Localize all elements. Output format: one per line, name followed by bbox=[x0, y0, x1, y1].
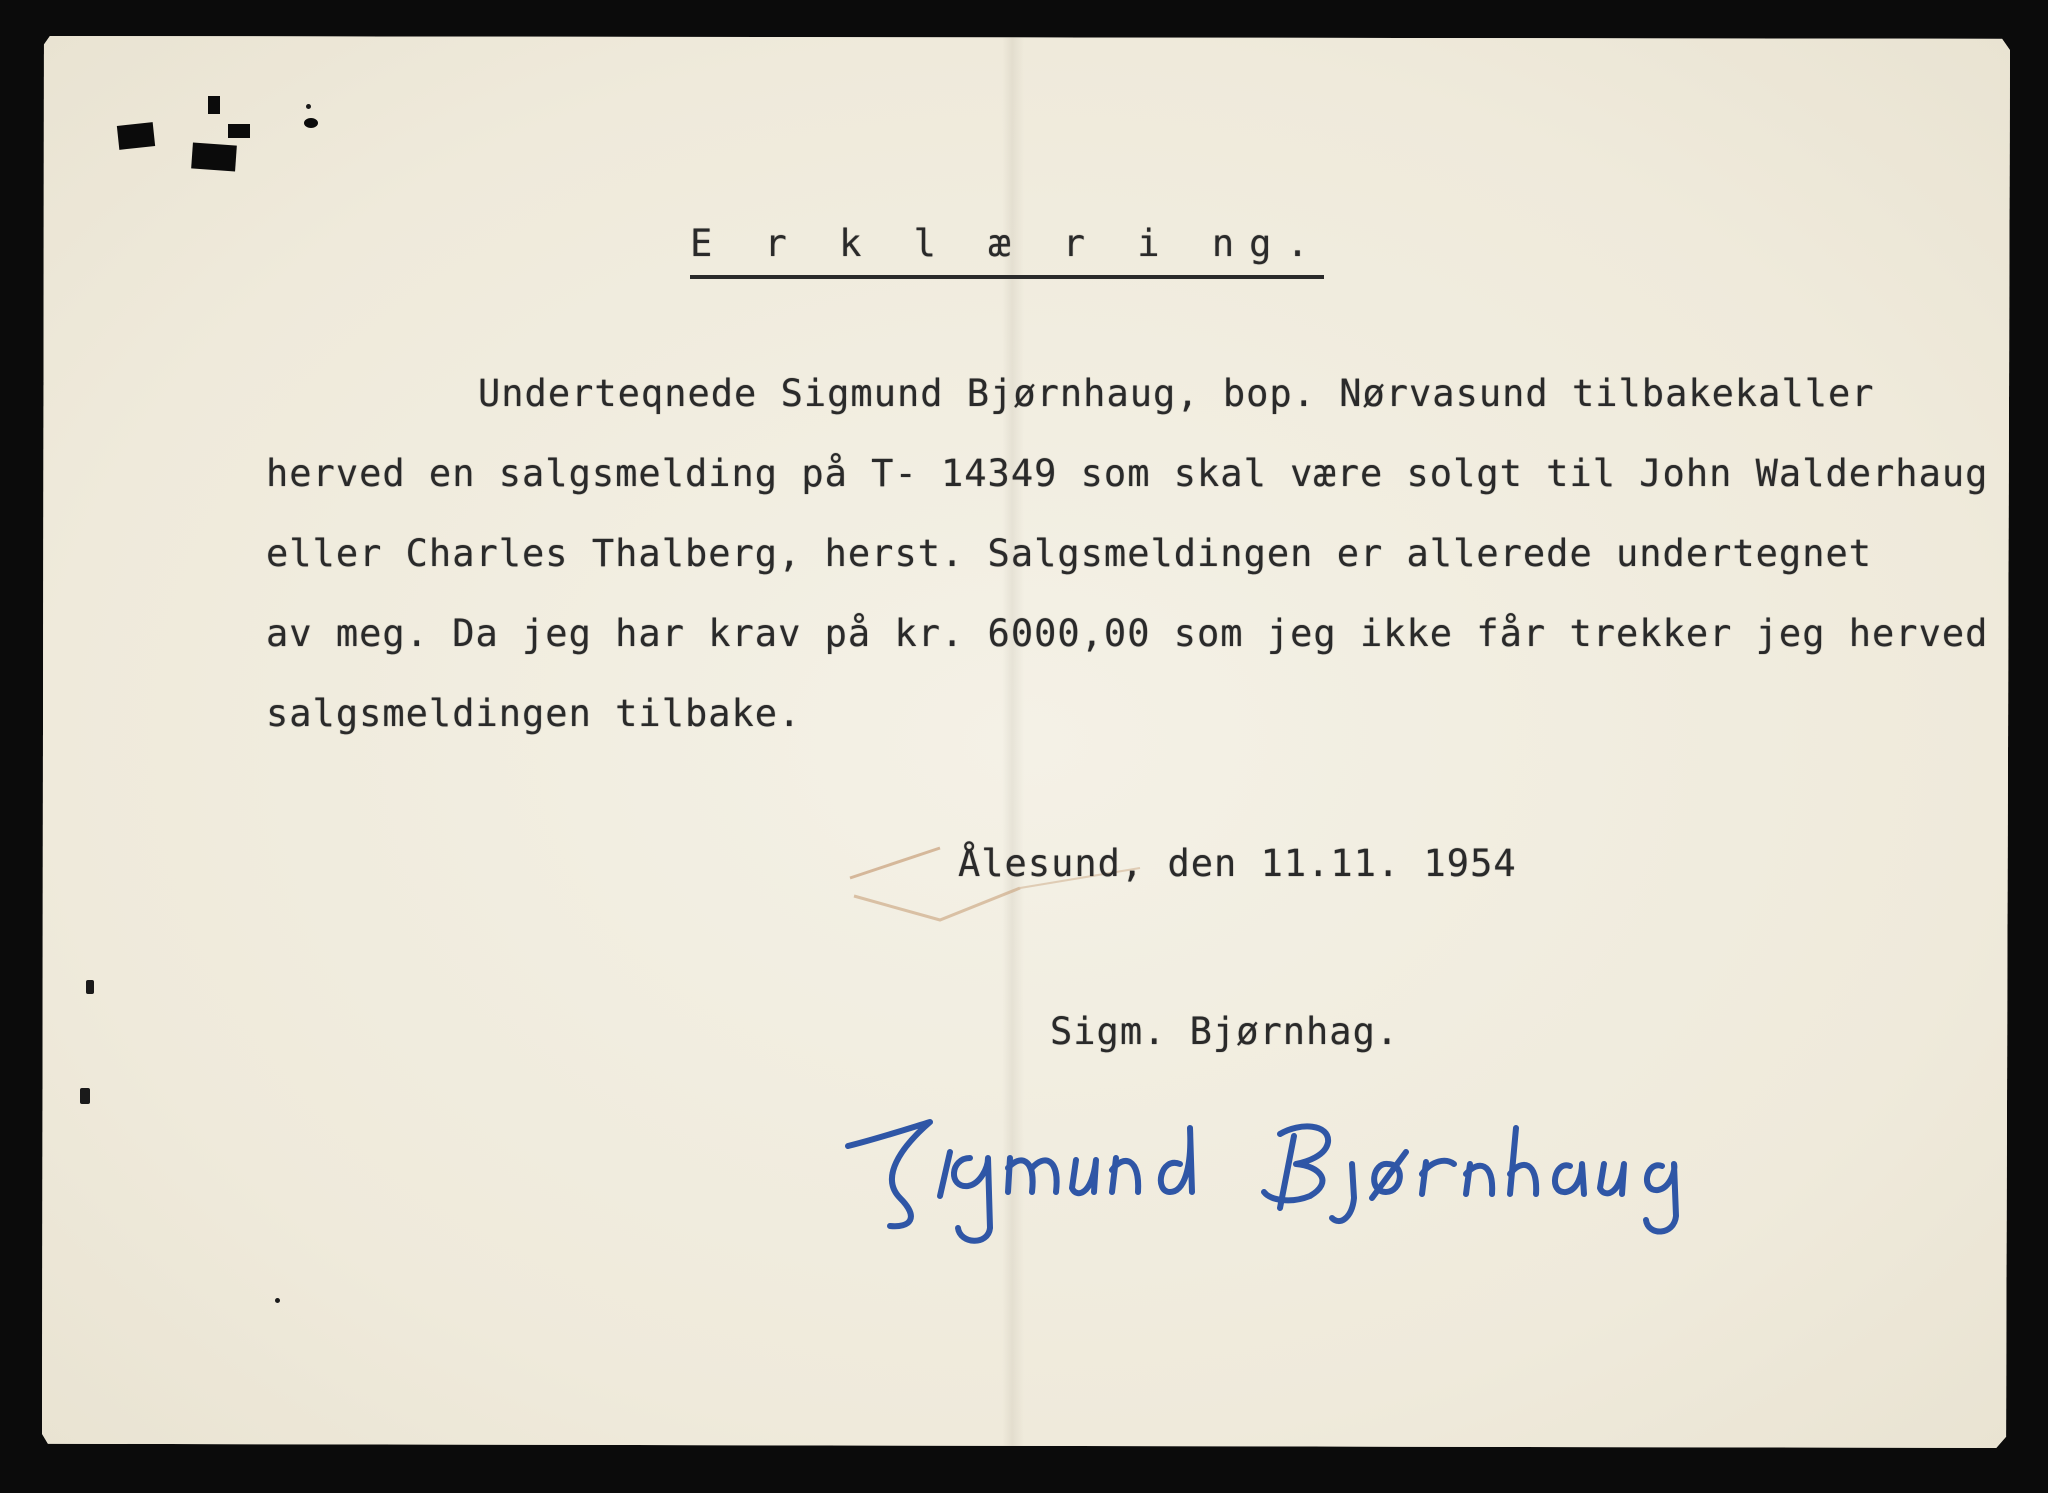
tear-mark bbox=[191, 142, 237, 171]
tear-mark bbox=[208, 96, 220, 114]
body-line: eller Charles Thalberg, herst. Salgsmeldingen er allerede undertegnet bbox=[266, 532, 1873, 575]
speck bbox=[86, 980, 94, 994]
tear-mark bbox=[228, 124, 250, 138]
tear-mark bbox=[304, 118, 318, 128]
speck bbox=[80, 1088, 90, 1104]
body-line: salgsmeldingen tilbake. bbox=[266, 692, 802, 735]
body-line: Underteqnede Sigmund Bjørnhaug, bop. Nørvasund tilbakekaller bbox=[478, 372, 1875, 415]
body-line: herved en salgsmelding på T- 14349 som skal være solgt til John Walderhaug bbox=[266, 452, 1989, 495]
place-date: Ålesund, den 11.11. 1954 bbox=[958, 842, 1517, 885]
speck bbox=[306, 104, 311, 109]
speck bbox=[275, 1298, 280, 1303]
body-line: av meg. Da jeg har krav på kr. 6000,00 som jeg ikke får trekker jeg herved bbox=[266, 612, 1989, 655]
typed-signature: Sigm. Bjørnhag. bbox=[1050, 1010, 1400, 1053]
handwritten-signature bbox=[840, 1108, 1700, 1248]
document-title: E r k l æ r i ng. bbox=[690, 222, 1324, 279]
tear-mark bbox=[117, 122, 155, 150]
